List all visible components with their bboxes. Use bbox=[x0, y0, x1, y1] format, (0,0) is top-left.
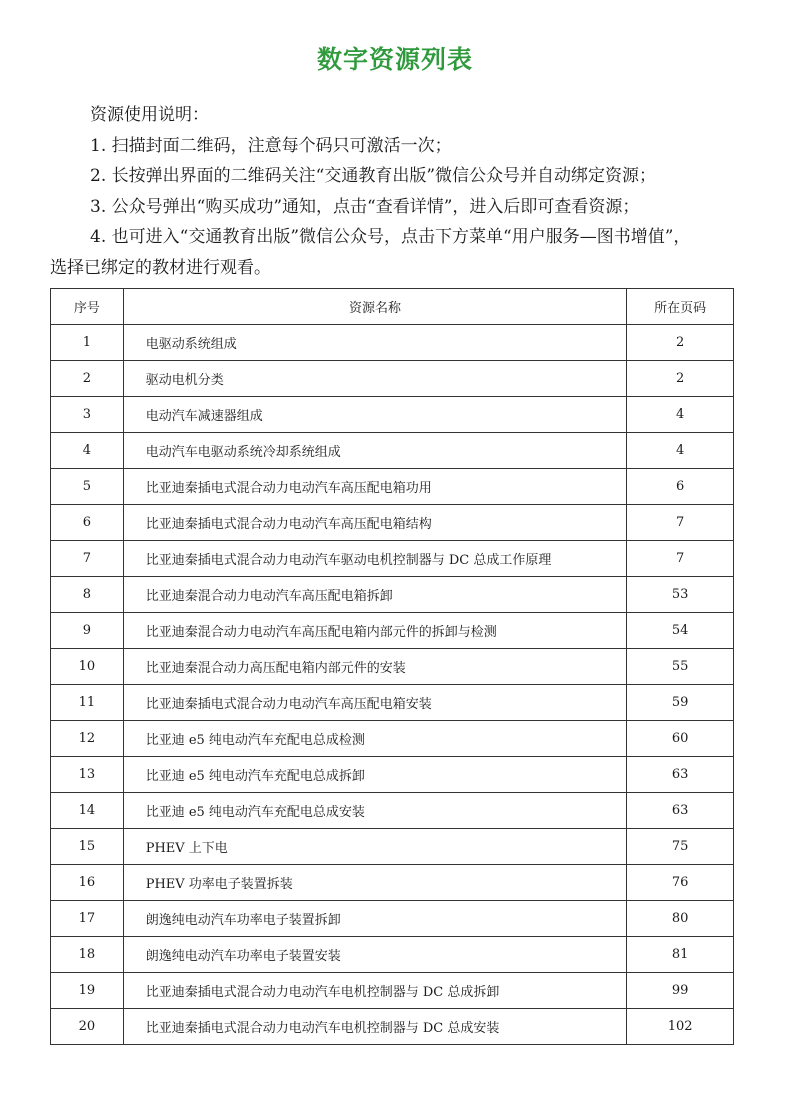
resource-name: PHEV 功率电子装置拆装 bbox=[123, 865, 627, 901]
resource-name: 电动汽车电驱动系统冷却系统组成 bbox=[123, 433, 627, 469]
table-row bbox=[51, 757, 734, 793]
resource-name: 比亚迪秦插电式混合动力电动汽车电机控制器与 DC 总成安装 bbox=[123, 1009, 627, 1045]
row-number: 18 bbox=[51, 937, 124, 973]
table-row bbox=[51, 397, 734, 433]
table-row bbox=[51, 325, 734, 361]
page-number: 53 bbox=[627, 577, 734, 613]
page-number: 59 bbox=[627, 685, 734, 721]
row-number: 15 bbox=[51, 829, 124, 865]
resource-table bbox=[50, 288, 734, 1045]
row-number: 7 bbox=[51, 541, 124, 577]
page-number: 7 bbox=[627, 505, 734, 541]
row-number: 8 bbox=[51, 577, 124, 613]
page-number: 2 bbox=[627, 361, 734, 397]
page-number: 2 bbox=[627, 325, 734, 361]
table-row bbox=[51, 937, 734, 973]
resource-name: 比亚迪 e5 纯电动汽车充配电总成拆卸 bbox=[123, 757, 627, 793]
resource-name: 比亚迪秦插电式混合动力电动汽车驱动电机控制器与 DC 总成工作原理 bbox=[123, 541, 627, 577]
page-number: 7 bbox=[627, 541, 734, 577]
instructions-heading: 资源使用说明： bbox=[90, 105, 209, 125]
page-number: 99 bbox=[627, 973, 734, 1009]
resource-name: 比亚迪秦插电式混合动力电动汽车电机控制器与 DC 总成拆卸 bbox=[123, 973, 627, 1009]
table-row bbox=[51, 577, 734, 613]
table-row bbox=[51, 469, 734, 505]
row-number: 5 bbox=[51, 469, 124, 505]
table-row bbox=[51, 865, 734, 901]
header-no: 序号 bbox=[51, 289, 124, 325]
table-row bbox=[51, 721, 734, 757]
row-number: 3 bbox=[51, 397, 124, 433]
page-number: 4 bbox=[627, 433, 734, 469]
resource-name: 驱动电机分类 bbox=[123, 361, 627, 397]
row-number: 19 bbox=[51, 973, 124, 1009]
row-number: 4 bbox=[51, 433, 124, 469]
page-number: 63 bbox=[627, 757, 734, 793]
resource-name: 比亚迪秦混合动力电动汽车高压配电箱拆卸 bbox=[123, 577, 627, 613]
page-number: 75 bbox=[627, 829, 734, 865]
page-number: 81 bbox=[627, 937, 734, 973]
page-number: 102 bbox=[627, 1009, 734, 1045]
resource-name: 朗逸纯电动汽车功率电子装置拆卸 bbox=[123, 901, 627, 937]
page-number: 76 bbox=[627, 865, 734, 901]
table-row bbox=[51, 505, 734, 541]
table-row bbox=[51, 829, 734, 865]
row-number: 10 bbox=[51, 649, 124, 685]
row-number: 17 bbox=[51, 901, 124, 937]
row-number: 14 bbox=[51, 793, 124, 829]
row-number: 13 bbox=[51, 757, 124, 793]
resource-name: 比亚迪 e5 纯电动汽车充配电总成检测 bbox=[123, 721, 627, 757]
resource-name: 比亚迪秦混合动力高压配电箱内部元件的安装 bbox=[123, 649, 627, 685]
instruction-item-2: 2. 长按弹出界面的二维码关注“交通教育出版”微信公众号并自动绑定资源； bbox=[90, 166, 657, 186]
row-number: 12 bbox=[51, 721, 124, 757]
resource-name: PHEV 上下电 bbox=[123, 829, 627, 865]
usage-instructions bbox=[50, 100, 750, 283]
table-row bbox=[51, 613, 734, 649]
instruction-item-3: 3. 公众号弹出“购买成功”通知，点击“查看详情”，进入后即可查看资源； bbox=[90, 196, 640, 217]
header-page: 所在页码 bbox=[627, 289, 734, 325]
table-row bbox=[51, 649, 734, 685]
instruction-item-4: 4. 也可进入“交通教育出版”微信公众号，点击下方菜单“用户服务—图书增值”， bbox=[90, 227, 691, 247]
instruction-item-1: 1. 扫描封面二维码，注意每个码只可激活一次； bbox=[90, 135, 452, 156]
header-name: 资源名称 bbox=[123, 289, 627, 325]
table-row bbox=[51, 901, 734, 937]
resource-name: 比亚迪秦混合动力电动汽车高压配电箱内部元件的拆卸与检测 bbox=[123, 613, 627, 649]
row-number: 11 bbox=[51, 685, 124, 721]
resource-name: 比亚迪秦插电式混合动力电动汽车高压配电箱安装 bbox=[123, 685, 627, 721]
page-number: 60 bbox=[627, 721, 734, 757]
row-number: 16 bbox=[51, 865, 124, 901]
page-number: 80 bbox=[627, 901, 734, 937]
row-number: 6 bbox=[51, 505, 124, 541]
resource-name: 比亚迪 e5 纯电动汽车充配电总成安装 bbox=[123, 793, 627, 829]
page-number: 54 bbox=[627, 613, 734, 649]
page-number: 55 bbox=[627, 649, 734, 685]
table-row bbox=[51, 541, 734, 577]
row-number: 2 bbox=[51, 361, 124, 397]
table-row bbox=[51, 685, 734, 721]
row-number: 20 bbox=[51, 1009, 124, 1045]
resource-name: 比亚迪秦插电式混合动力电动汽车高压配电箱功用 bbox=[123, 469, 627, 505]
page-title: 数字资源列表 bbox=[316, 45, 473, 74]
resource-name: 朗逸纯电动汽车功率电子装置安装 bbox=[123, 937, 627, 973]
table-row bbox=[51, 793, 734, 829]
resource-name: 电动汽车减速器组成 bbox=[123, 397, 627, 433]
table-row bbox=[51, 973, 734, 1009]
row-number: 1 bbox=[51, 325, 124, 361]
table-row bbox=[51, 1009, 734, 1045]
page-number: 6 bbox=[627, 469, 734, 505]
row-number: 9 bbox=[51, 613, 124, 649]
instruction-item-4-continuation: 选择已绑定的教材进行观看。 bbox=[50, 257, 271, 278]
resource-name: 电驱动系统组成 bbox=[123, 325, 627, 361]
table-header-row bbox=[51, 289, 734, 325]
table-row bbox=[51, 361, 734, 397]
page-number: 63 bbox=[627, 793, 734, 829]
page-number: 4 bbox=[627, 397, 734, 433]
table-row bbox=[51, 433, 734, 469]
resource-name: 比亚迪秦插电式混合动力电动汽车高压配电箱结构 bbox=[123, 505, 627, 541]
